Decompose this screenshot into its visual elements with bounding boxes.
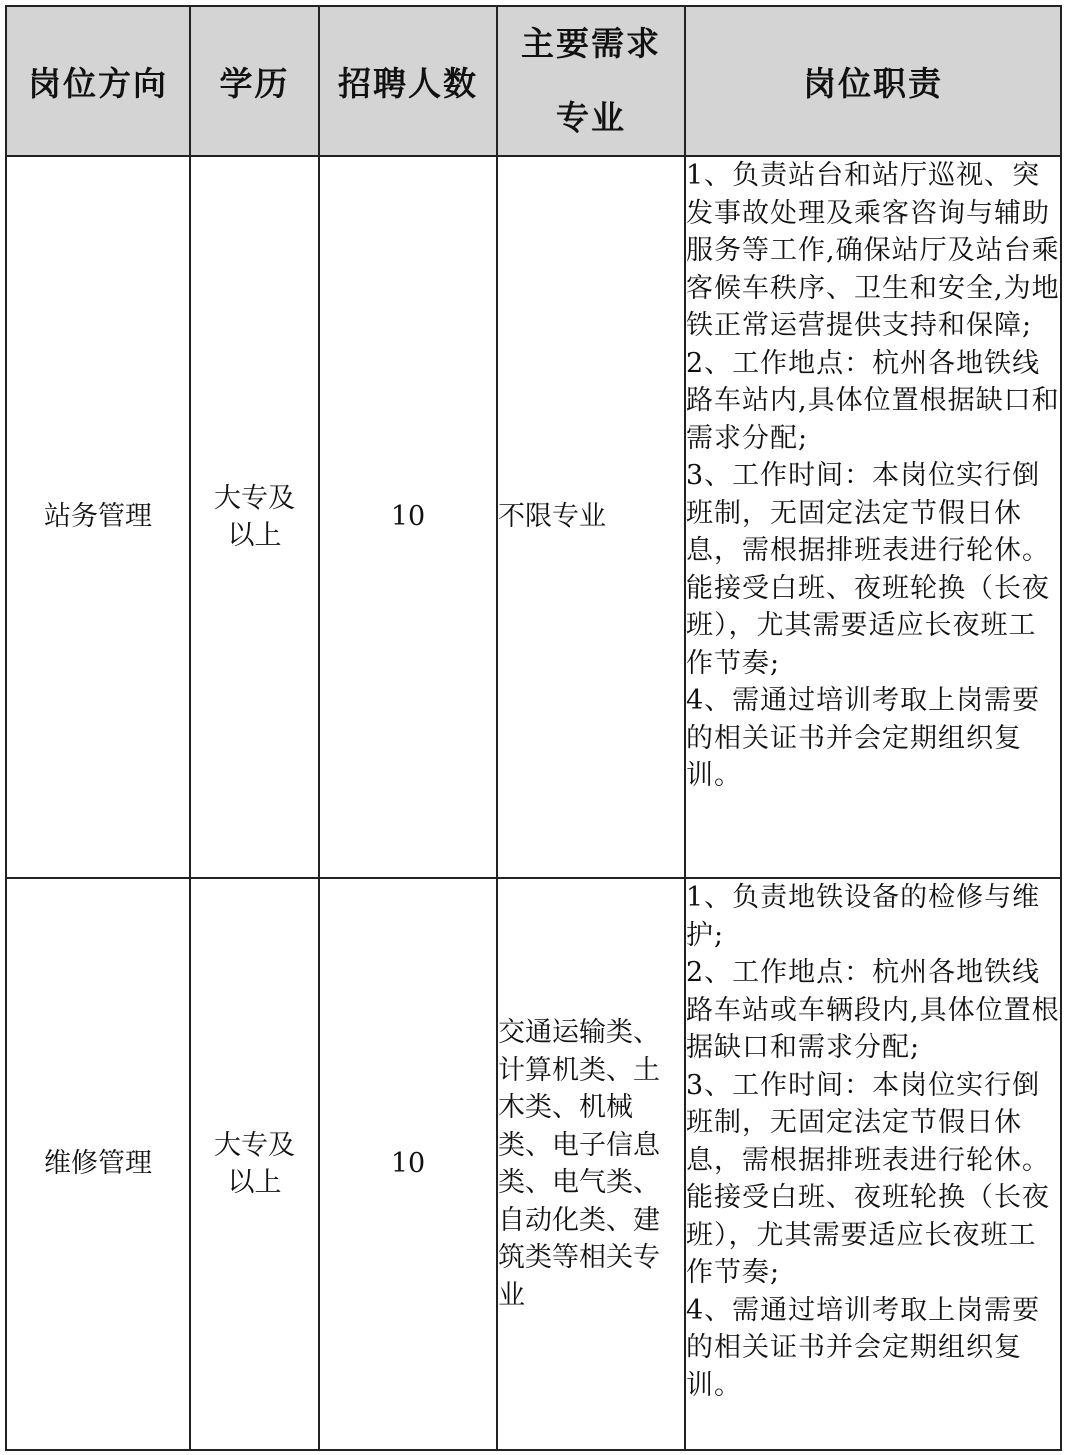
cell-duties xyxy=(685,156,1061,878)
table-row xyxy=(6,156,1061,878)
recruitment-table xyxy=(5,5,1062,1451)
cell-duties xyxy=(685,878,1061,1450)
cell-major: 交通运输类、计算机类、土木类、机械类、电子信息类、电气类、自动化类、建筑类等相关专业 xyxy=(497,878,685,1450)
cell-position: 维修管理 xyxy=(6,878,190,1450)
duty-item: 2、工作地点：杭州各地铁线路车站或车辆段内,具体位置根据缺口和需求分配; xyxy=(686,957,1060,1063)
cell-headcount: 10 xyxy=(319,156,497,878)
cell-education xyxy=(190,156,319,878)
header-duties: 岗位职责 xyxy=(685,6,1061,156)
header-major-line2: 专业 xyxy=(556,98,626,137)
table-row xyxy=(6,878,1061,1450)
header-major xyxy=(497,6,685,156)
cell-major: 不限专业 xyxy=(497,156,685,878)
duty-item: 3、工作时间：本岗位实行倒班制，无固定法定节假日休息，需根据排班表进行轮休。能接受白班、夜班轮换（长夜班），尤其需要适应长夜班工作节奏; xyxy=(686,1069,1050,1288)
header-major-line1: 主要需求 xyxy=(521,24,661,63)
cell-headcount: 10 xyxy=(319,878,497,1450)
education-text: 大专及以上 xyxy=(214,1129,295,1198)
duty-item: 4、需通过培训考取上岗需要的相关证书并会定期组织复训。 xyxy=(686,685,1041,791)
header-education: 学历 xyxy=(190,6,319,156)
header-position: 岗位方向 xyxy=(6,6,190,156)
duty-item: 4、需通过培训考取上岗需要的相关证书并会定期组织复训。 xyxy=(686,1294,1041,1401)
cell-education xyxy=(190,878,319,1450)
table-header xyxy=(6,6,1061,156)
header-row xyxy=(6,6,1061,156)
duty-item: 1、负责站台和站厅巡视、突发事故处理及乘客咨询与辅助服务等工作,确保站厅及站台乘客候车秩序、卫生和安全,为地铁正常运营提供支持和保障; xyxy=(686,160,1060,341)
education-text: 大专及以上 xyxy=(214,482,295,551)
cell-position: 站务管理 xyxy=(6,156,190,878)
duty-item: 3、工作时间：本岗位实行倒班制，无固定法定节假日休息，需根据排班表进行轮休。能接受白班、夜班轮换（长夜班），尤其需要适应长夜班工作节奏; xyxy=(686,460,1050,679)
duty-item: 2、工作地点：杭州各地铁线路车站内,具体位置根据缺口和需求分配; xyxy=(686,347,1060,454)
duty-item: 1、负责地铁设备的检修与维护; xyxy=(686,882,1041,951)
header-headcount: 招聘人数 xyxy=(319,6,497,156)
